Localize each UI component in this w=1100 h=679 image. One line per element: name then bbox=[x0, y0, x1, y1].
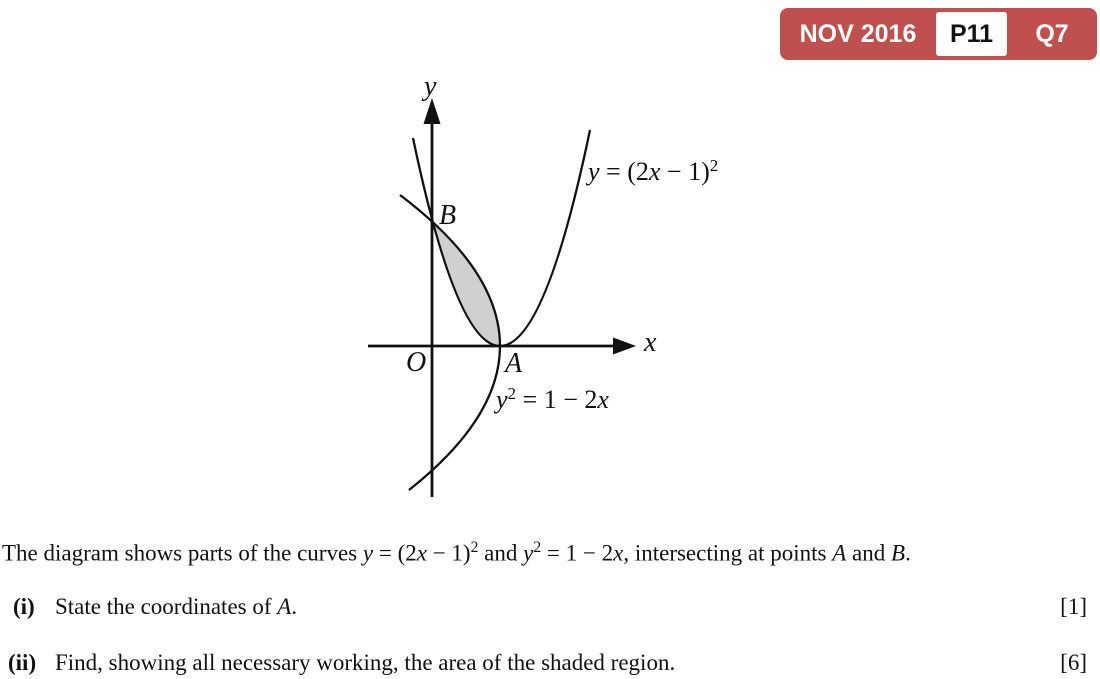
exponent: 2 bbox=[533, 539, 542, 556]
curve2-equation-label: $y^2 = 1 - 2x$ bbox=[496, 384, 609, 414]
intro-text: and bbox=[478, 540, 524, 566]
intro-text: = 1 − 2 bbox=[541, 540, 614, 566]
part-text-segment: State the coordinates of bbox=[55, 594, 278, 619]
curve1-equation-label: $y = (2x - 1)^2$ bbox=[588, 156, 719, 186]
marks-badge: [6] bbox=[1060, 650, 1087, 675]
var-x: x bbox=[613, 540, 624, 566]
var-A: A bbox=[277, 594, 292, 619]
session-badge: NOV 2016 bbox=[799, 19, 917, 48]
origin-label: O bbox=[406, 347, 427, 378]
exponent: 2 bbox=[470, 539, 479, 556]
problem-statement bbox=[2, 533, 1094, 569]
intro-text: . bbox=[905, 540, 911, 566]
intro-text: = (2 bbox=[373, 540, 417, 566]
part-number: (i) bbox=[13, 594, 35, 619]
question-reference-badge bbox=[780, 8, 1097, 60]
intro-text: and bbox=[846, 540, 891, 566]
var-A: A bbox=[832, 540, 847, 566]
intro-text: − 1) bbox=[426, 540, 471, 566]
part-text bbox=[55, 592, 297, 622]
point-b-label: B bbox=[439, 200, 457, 231]
var-x: x bbox=[416, 540, 427, 566]
marks-badge: [1] bbox=[1060, 594, 1087, 619]
question-number-badge: Q7 bbox=[1035, 19, 1069, 48]
paper-badge: P11 bbox=[936, 12, 1007, 56]
point-a-label: A bbox=[505, 348, 523, 379]
part-text bbox=[55, 648, 675, 678]
intro-text: , intersecting at points bbox=[623, 540, 833, 566]
y-axis-label: y bbox=[424, 71, 437, 102]
shaded-region bbox=[432, 221, 500, 346]
part-text-segment: . bbox=[291, 594, 298, 619]
sideways-parabola-curve bbox=[400, 195, 500, 490]
var-B: B bbox=[891, 540, 906, 566]
curves-diagram bbox=[350, 70, 750, 515]
var-y: y bbox=[362, 540, 374, 566]
var-y: y bbox=[523, 540, 534, 566]
intro-text: The diagram shows parts of the curves bbox=[2, 540, 363, 566]
part-text-segment: Find, showing all necessary working, the area of the shaded region. bbox=[55, 650, 676, 675]
part-number: (ii) bbox=[8, 650, 37, 675]
x-axis-arrow-icon bbox=[613, 338, 636, 355]
x-axis-label: x bbox=[644, 327, 657, 358]
